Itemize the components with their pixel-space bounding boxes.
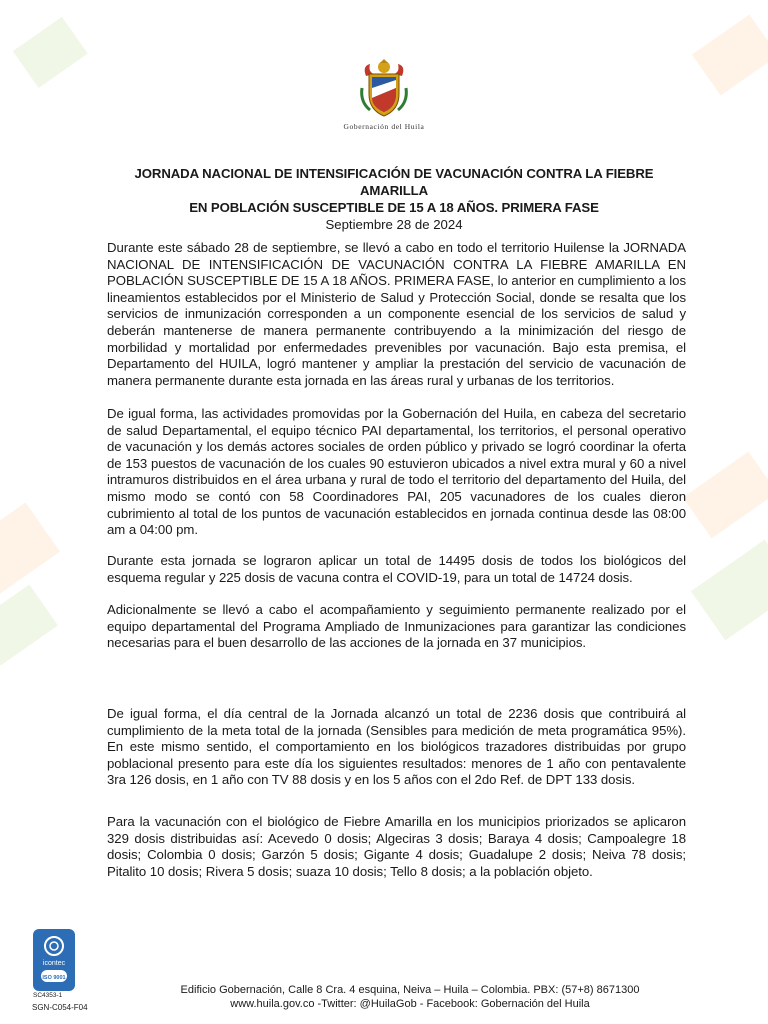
paragraph-6: Para la vacunación con el biológico de Fiebre Amarilla en los municipios priorizados se aplicaron 329 dosis distribuidas así: Acevedo 0 dosis; Algeciras 3 dosis; Baraya 4 dosis; Campoalegre 18 dosis; Colombia 0 dosis; Garzón 5 dosis; Gigante 4 dosis; Guadalupe 2 dosis; Neiva 78 dosis; Pitalito 10 dosis; Rivera 5 dosis; suaza 10 dosis; Tello 8 dosis; a la población objeto. — [107, 814, 686, 879]
document-date: Septiembre 28 de 2024 — [325, 217, 463, 232]
footer — [150, 983, 670, 1011]
certification-seal — [33, 929, 75, 1000]
paragraph-4: Adicionalmente se llevó a cabo el acompañamiento y seguimiento permanente realizado por el equipo departamental del Programa Ampliado de Inmunizaciones para garantizar las condiciones necesarias para el buen desarrollo de las acciones de la jornada en 37 municipios. — [107, 602, 686, 651]
org-name: Gobernación del Huila — [343, 122, 425, 131]
svg-text:icontec: icontec — [42, 960, 66, 967]
footer-address: Edificio Gobernación, Calle 8 Cra. 4 esquina, Neiva – Huila – Colombia. PBX: (57+8) 8671300 — [180, 984, 640, 996]
title-line-1: JORNADA NACIONAL DE INTENSIFICACIÓN DE VACUNACIÓN CONTRA LA FIEBRE AMARILLA — [134, 166, 654, 198]
svg-text:ISO 9001: ISO 9001 — [42, 975, 66, 981]
cert-code: SC4353-1 — [33, 992, 63, 999]
icontec-badge — [33, 929, 75, 991]
paragraph-1: Durante este sábado 28 de septiembre, se llevó a cabo en todo el territorio Huilense la JORNADA NACIONAL DE INTENSIFICACIÓN DE VACUNACIÓN CONTRA LA FIEBRE AMARILLA EN POBLACIÓN SUSCEPTIBLE DE 15 A 18 AÑOS. PRIMERA FASE, lo anterior en cumplimiento a los lineamientos establecidos por el Ministerio de Salud y Protección Social, donde se resalta que los servicios de inmunización corresponden a un componente esencial de los servicios de salud y deberán mantenerse de manera permanente contribuyendo a la minimización del riesgo de morbilidad y mortalidad por enfermedades prevenibles por vacunación. Bajo esta premisa, el Departamento del HUILA, logró mantener y ampliar la prestación del servicio de vacunación de manera permanente durante esta jornada en las áreas rural y urbanas de los territorios. — [107, 240, 686, 388]
footer-contact: www.huila.gov.co -Twitter: @HuilaGob - Facebook: Gobernación del Huila — [230, 998, 590, 1010]
title-line-2: EN POBLACIÓN SUSCEPTIBLE DE 15 A 18 AÑOS. PRIMERA FASE — [189, 200, 599, 215]
document-title — [100, 165, 688, 233]
coat-of-arms-icon — [358, 58, 410, 120]
document-code: SGN-C054-F04 — [32, 1003, 88, 1012]
paragraph-2: De igual forma, las actividades promovidas por la Gobernación del Huila, en cabeza del secretario de salud Departamental, el equipo técnico PAI departamental, los territorios, el personal operativo de vacunación y los demás actores sociales de orden público y privado se logró coordinar la oferta de 153 puestos de vacunación de los cuales 90 estuvieron ubicados a nivel extra mural y 60 a nivel intramuros distribuidos en el área urbana y rural de todo el territorio del departamento del Huila, del mismo modo se contó con 58 Coordinadores PAI, 205 vacunadores de los cuales dieron cubrimiento al total de los puntos de vacunación establecidos en jornada continua desde las 08:00 am a 04:00 pm. — [107, 406, 686, 538]
paragraph-5: De igual forma, el día central de la Jornada alcanzó un total de 2236 dosis que contribuirá al cumplimiento de la meta total de la jornada (Sensibles para medición de meta programática 95%). En este mismo sentido, el comportamiento en los biológicos trazadores distribuidas por grupo poblacional presento para este día los siguientes resultados: menores de 1 año con pentavalente 3ra 126 dosis, en 1 año con TV 88 dosis y en los 5 años con el 2do Ref. de DPT 133 dosis. — [107, 706, 686, 788]
icontec-logo-icon — [33, 929, 75, 991]
paragraph-3: Durante esta jornada se lograron aplicar un total de 14495 dosis de todos los biológicos del esquema regular y 225 dosis de vacuna contra el COVID-19, para un total de 14724 dosis. — [107, 553, 686, 585]
letterhead — [0, 58, 768, 131]
